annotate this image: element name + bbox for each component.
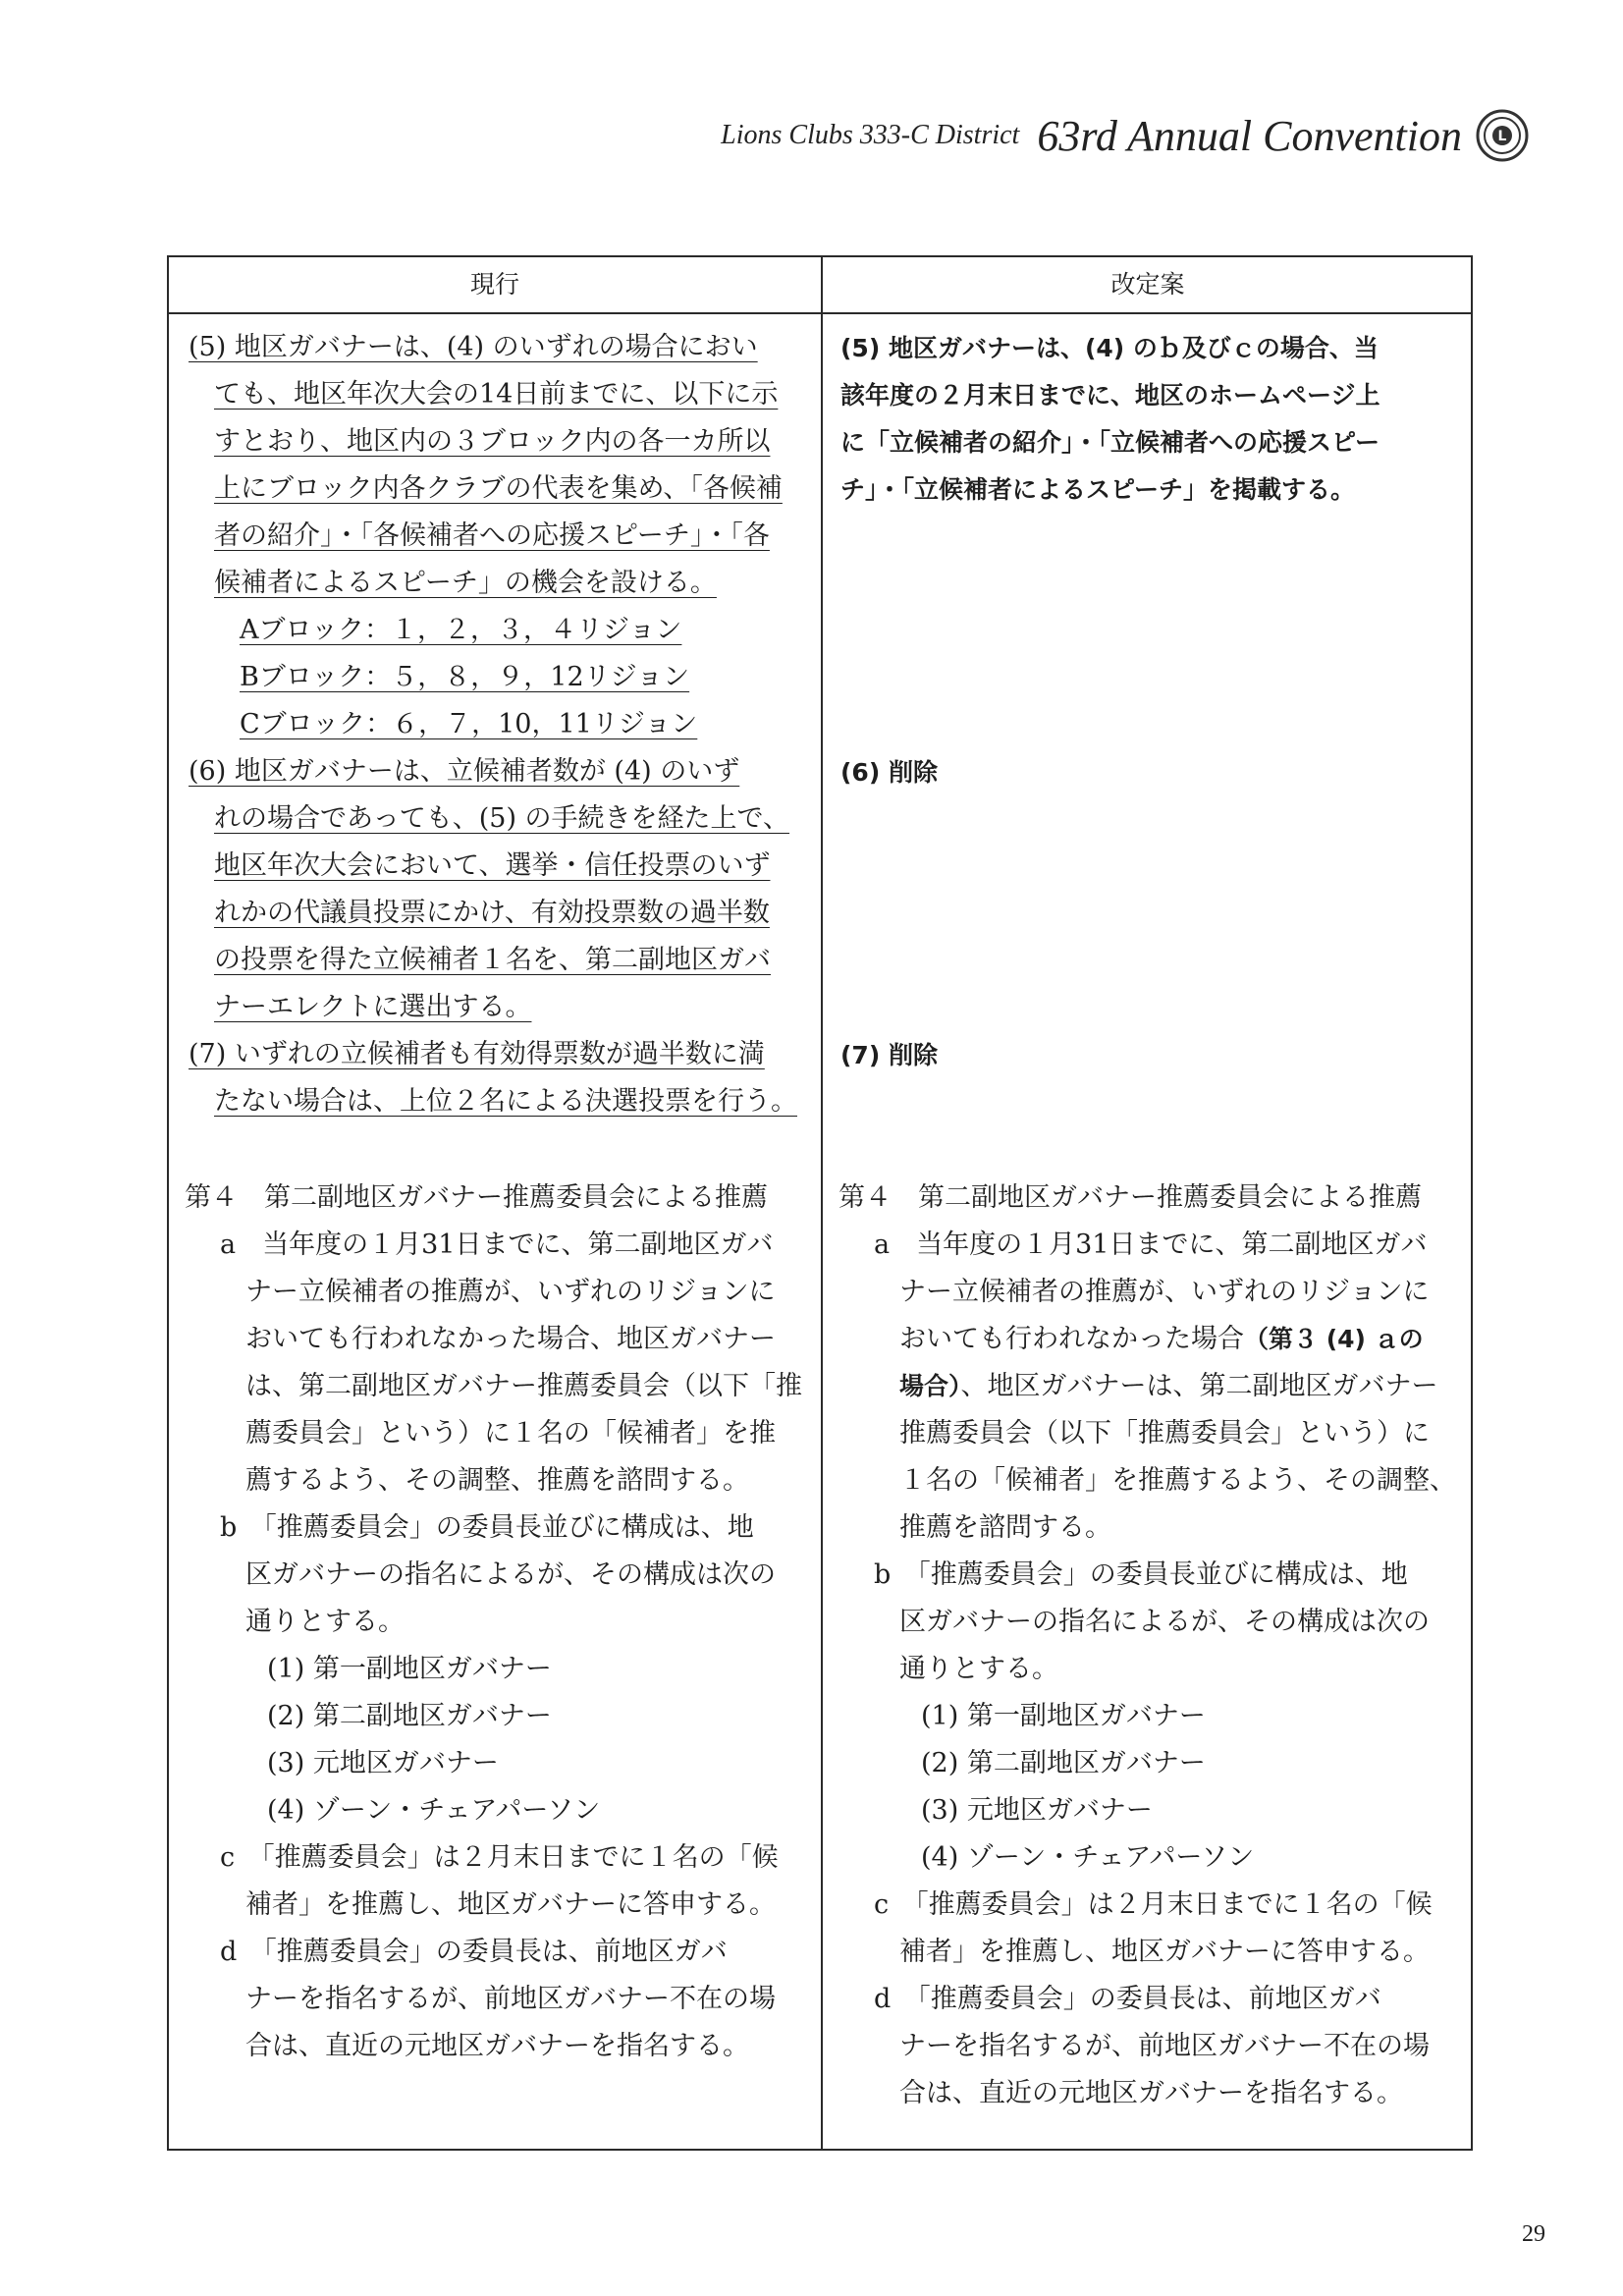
current-s5-line: 候補者によるスピーチ」の機会を設ける。 [214,568,717,598]
current-block-a: Aブロック：１，２，３，４リジョン [240,615,682,645]
proposed-art4-line: 通りとする。 [899,1654,1058,1684]
page-header [721,106,1529,165]
current-art4-line: 区ガバナーの指名によるが、その構成は次の [245,1559,776,1590]
current-block-b: Bブロック：５，８，９，12リジョン [240,662,690,692]
current-art4-line: は、第二副地区ガバナー推薦委員会（以下「推 [245,1371,802,1401]
proposed-s5-line: (5) 地区ガバナーは、(4) のｂ及びｃの場合、当 [840,334,1379,362]
current-s5-line: ても、地区年次大会の14日前までに、以下に示 [214,379,779,410]
proposed-art4-line: １名の「候補者」を推薦するよう、その調整、 [899,1465,1456,1496]
page-number: 29 [1522,2221,1545,2247]
current-member-item: (1) 第一副地区ガバナー [267,1654,552,1684]
current-art4-line: ナーを指名するが、前地区ガバナー不在の場 [245,1984,776,2014]
current-s5-line: (5) 地区ガバナーは、(4) のいずれの場合におい [189,332,758,362]
proposed-s5-line: に「立候補者の紹介」・「立候補者への応援スピー [840,428,1380,457]
district-title: Lions Clubs 333-C District [721,120,1020,150]
current-s6-line: (6) 地区ガバナーは、立候補者数が (4) のいず [189,756,740,787]
proposed-art4-line: d 「推薦委員会」の委員長は、前地区ガバ [874,1984,1381,2014]
column-header-proposed: 改定案 [1110,270,1185,299]
proposed-s5-line: チ」・「立候補者によるスピーチ」を掲載する。 [840,475,1356,504]
current-s5-line: 上にブロック内各クラブの代表を集め、「各候補 [214,473,783,504]
current-s6-line: の投票を得た立候補者１名を、第二副地区ガバ [214,945,771,975]
current-member-item: (3) 元地区ガバナー [267,1748,499,1778]
proposed-art4-line: c 「推薦委員会」は２月末日までに１名の「候 [874,1889,1433,1920]
current-member-item: (4) ゾーン・チェアパーソン [267,1795,601,1826]
proposed-member-item: (4) ゾーン・チェアパーソン [921,1842,1255,1873]
current-art4-line: おいても行われなかった場合、地区ガバナー [245,1324,776,1354]
column-divider [821,257,823,2149]
proposed-art4-text: おいても行われなかった場合 [899,1324,1244,1354]
proposed-art4-line: ナーを指名するが、前地区ガバナー不在の場 [899,2031,1430,2061]
proposed-art4-line: b 「推薦委員会」の委員長並びに構成は、地 [874,1559,1408,1590]
proposed-art4-line: 推薦委員会（以下「推薦委員会」という）に [899,1418,1430,1449]
current-s7-line: たない場合は、上位２名による決選投票を行う。 [214,1086,797,1117]
proposed-member-item: (2) 第二副地区ガバナー [921,1748,1206,1778]
current-s5-line: 者の紹介」・「各候補者への応援スピーチ」・「各 [214,520,770,551]
current-art4-line: 通りとする。 [245,1607,405,1637]
current-art4-line: d 「推薦委員会」の委員長は、前地区ガバ [220,1937,728,1967]
current-s5-line: すとおり、地区内の３ブロック内の各一カ所以 [214,426,771,457]
current-s6-line: れの場合であっても、(5) の手続きを経た上で、 [214,803,790,834]
current-art4-line: ナー立候補者の推薦が、いずれのリジョンに [245,1277,776,1307]
column-header-current: 現行 [469,270,519,299]
proposed-art4-line: 区ガバナーの指名によるが、その構成は次の [899,1607,1430,1637]
proposed-art4-line: 推薦を諮問する。 [899,1512,1111,1543]
proposed-s6-deleted: (6) 削除 [840,758,938,787]
proposed-art4-line: 補者」を推薦し、地区ガバナーに答申する。 [899,1937,1430,1967]
current-article4-heading: 第４ 第二副地区ガバナー推薦委員会による推薦 [185,1182,768,1213]
current-block-c: Cブロック：６，７，10，11リジョン [240,709,698,739]
proposed-s5-line: 該年度の２月末日までに、地区のホームページ上 [840,381,1380,410]
header-divider [169,312,1471,314]
proposed-member-item: (3) 元地区ガバナー [921,1795,1153,1826]
proposed-art4-insert: （第３ (4) ａの [1244,1325,1424,1353]
current-art4-line: 薦委員会」という）に１名の「候補者」を推 [245,1418,776,1449]
current-s6-line: れかの代議員投票にかけ、有効投票数の過半数 [214,898,770,928]
comparison-table [167,255,1473,2151]
proposed-art4-line: ナー立候補者の推薦が、いずれのリジョンに [899,1277,1430,1307]
proposed-member-item: (1) 第一副地区ガバナー [921,1701,1206,1731]
proposed-art4-line: a 当年度の１月31日までに、第二副地区ガバ [874,1230,1428,1260]
proposed-art4-line [899,1326,1424,1352]
current-s6-line: ナーエレクトに選出する。 [214,992,532,1022]
proposed-article4-heading: 第４ 第二副地区ガバナー推薦委員会による推薦 [839,1182,1422,1213]
proposed-art4-text: 、地区ガバナーは、第二副地区ガバナー [960,1371,1438,1401]
current-art4-line: 薦するよう、その調整、推薦を諮問する。 [245,1465,749,1496]
current-art4-line: 補者」を推薦し、地区ガバナーに答申する。 [245,1889,776,1920]
proposed-art4-line: 合は、直近の元地区ガバナーを指名する。 [899,2078,1403,2108]
current-art4-line: a 当年度の１月31日までに、第二副地区ガバ [220,1230,774,1260]
current-s6-line: 地区年次大会において、選挙・信任投票のいず [214,850,771,881]
svg-text:L: L [1497,129,1507,144]
proposed-s7-deleted: (7) 削除 [840,1041,938,1069]
current-art4-line: c 「推薦委員会」は２月末日までに１名の「候 [220,1842,779,1873]
proposed-art4-insert: 場合） [899,1372,961,1400]
proposed-art4-line [899,1373,1438,1399]
current-member-item: (2) 第二副地区ガバナー [267,1701,552,1731]
lions-clubs-emblem-icon [1476,109,1529,162]
convention-title: 63rd Annual Convention [1037,111,1462,160]
current-art4-line: 合は、直近の元地区ガバナーを指名する。 [245,2031,749,2061]
current-s7-line: (7) いずれの立候補者も有効得票数が過半数に満 [189,1039,765,1069]
current-art4-line: b 「推薦委員会」の委員長並びに構成は、地 [220,1512,754,1543]
